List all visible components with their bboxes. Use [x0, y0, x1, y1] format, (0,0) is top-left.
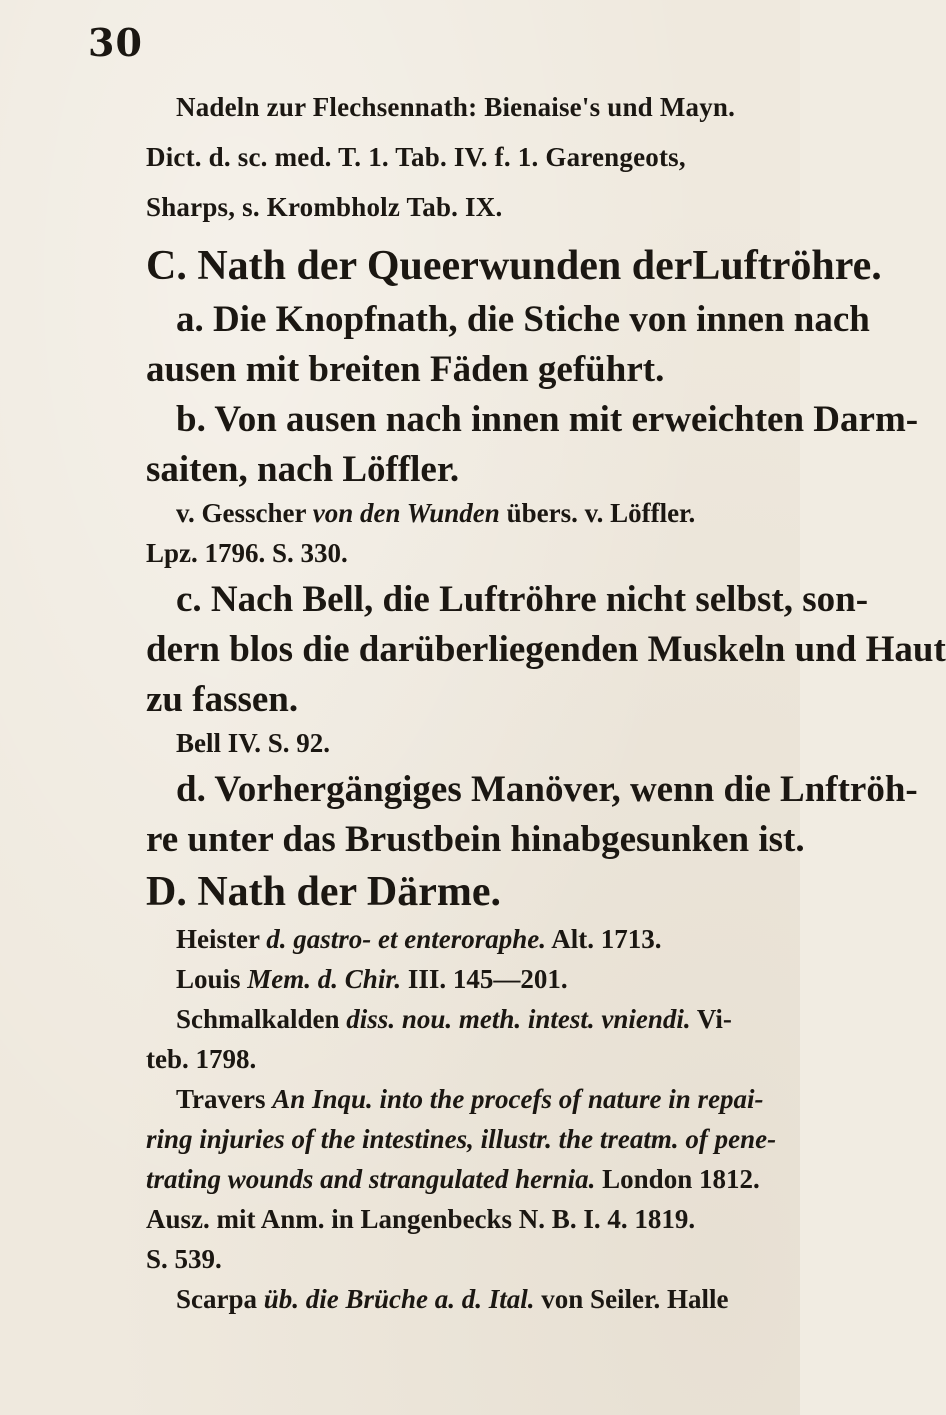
reference-line: Lpz. 1796. S. 330. — [146, 538, 348, 568]
page-number: 30 — [88, 20, 143, 65]
text-line: Nadeln zur Flechsennath: Bienaise's und Mayn. — [176, 92, 736, 122]
reference-line: Scarpa üb. die Brüche a. d. Ital. von Seiler. Halle — [176, 1284, 729, 1314]
reference-line: v. Gesscher von den Wunden übers. v. Löffler. — [176, 498, 696, 528]
text-line: Sharps, s. Krombholz Tab. IX. — [146, 192, 503, 222]
section-heading: D. Nath der Därme. — [146, 869, 501, 915]
text-line: b. Von ausen nach innen mit erweichten Darm- — [176, 399, 919, 440]
text-line: Dict. d. sc. med. T. 1. Tab. IV. f. 1. Garengeots, — [146, 142, 686, 172]
reference-line: Bell IV. S. 92. — [176, 728, 331, 758]
reference-line: S. 539. — [146, 1244, 222, 1274]
reference-line: trating wounds and strangulated hernia. London 1812. — [146, 1164, 760, 1194]
reference-line: teb. 1798. — [146, 1044, 257, 1074]
reference-line: ring injuries of the intestines, illustr. the treatm. of pene- — [146, 1124, 777, 1154]
reference-line: Ausz. mit Anm. in Langenbecks N. B. I. 4. 1819. — [146, 1204, 696, 1234]
reference-line: Schmalkalden diss. nou. meth. intest. vniendi. Vi- — [176, 1004, 732, 1034]
reference-line: Louis Mem. d. Chir. III. 145—201. — [176, 964, 568, 994]
reference-line: Travers An Inqu. into the procefs of nature in repai- — [176, 1084, 764, 1114]
text-line: zu fassen. — [146, 679, 299, 720]
text-line: a. Die Knopfnath, die Stiche von innen nach — [176, 299, 870, 340]
text-line: ausen mit breiten Fäden geführt. — [146, 349, 665, 390]
text-line: dern blos die darüberliegenden Muskeln und Haut — [146, 629, 946, 670]
section-heading: C. Nath der Queerwunden derLuftröhre. — [146, 243, 882, 289]
text-line: saiten, nach Löffler. — [146, 449, 460, 490]
text-line: re unter das Brustbein hinabgesunken ist. — [146, 819, 805, 860]
reference-line: Heister d. gastro- et enteroraphe. Alt. 1713. — [176, 924, 662, 954]
text-line: c. Nach Bell, die Luftröhre nicht selbst, son- — [176, 579, 869, 620]
text-line: d. Vorhergängiges Manöver, wenn die Lnftröh- — [176, 769, 918, 810]
